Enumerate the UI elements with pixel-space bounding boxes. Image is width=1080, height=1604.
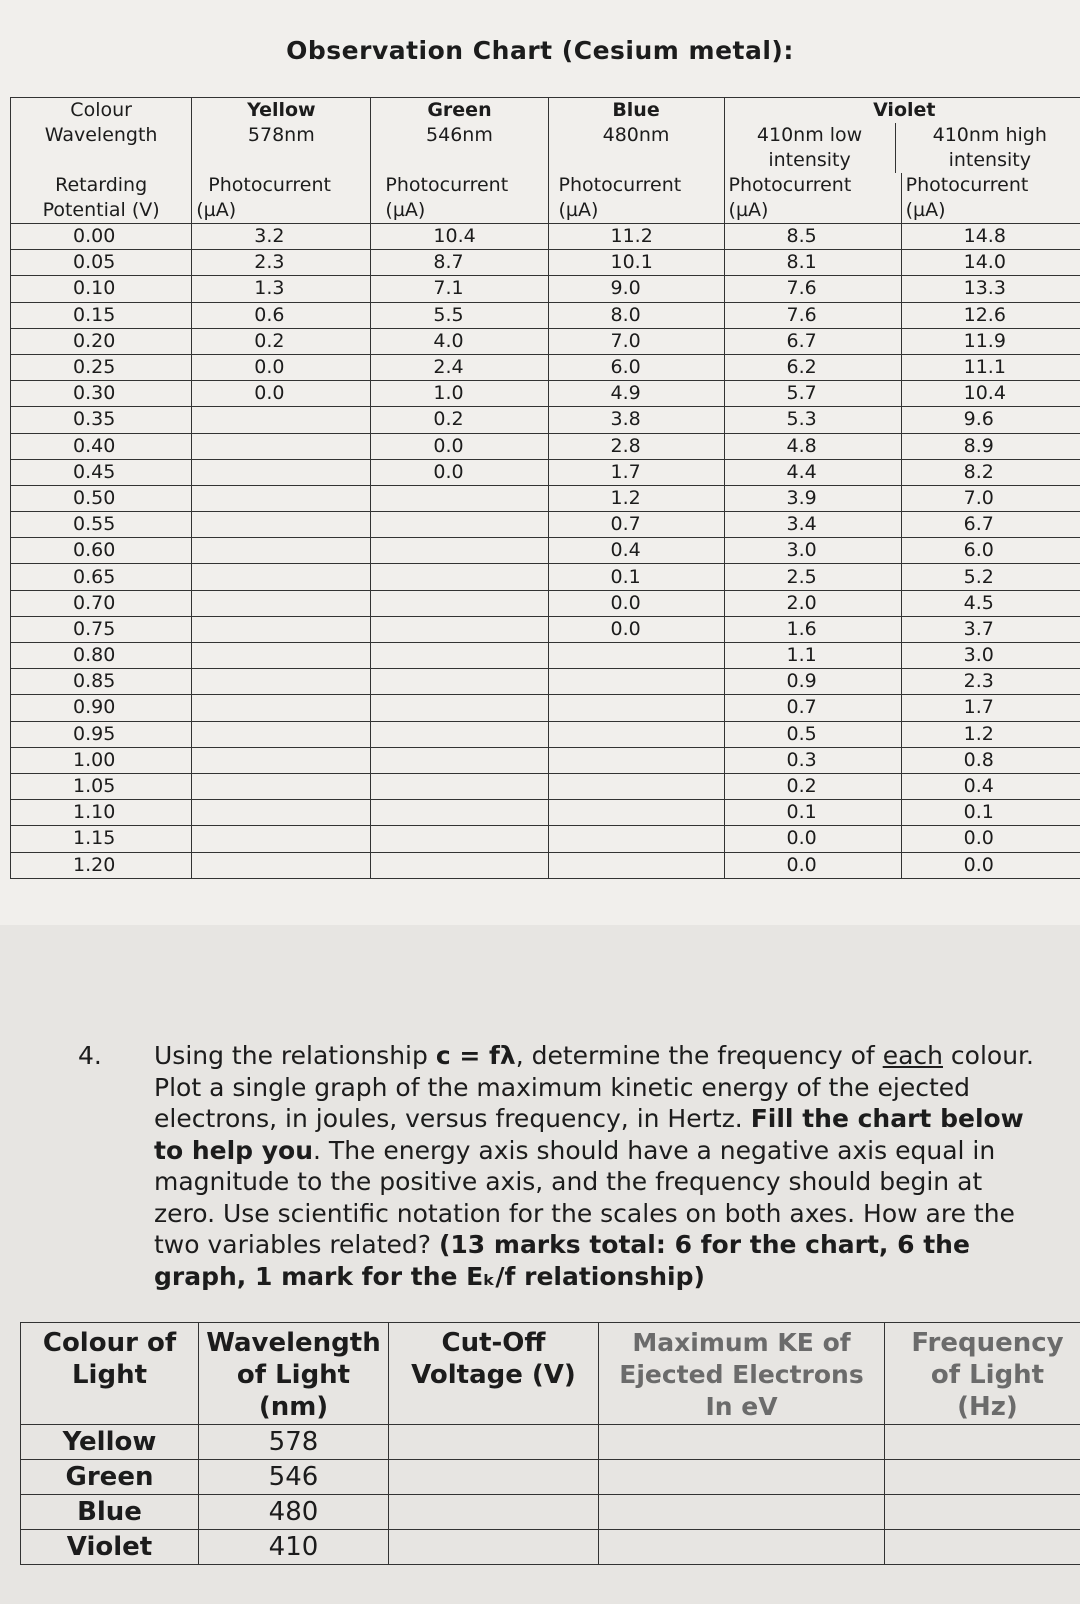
photocurrent-green-cell: [371, 512, 548, 538]
observation-row: [11, 538, 1080, 564]
kinetic-energy-table: [20, 1322, 1080, 1565]
observation-row: [11, 381, 1080, 407]
photocurrent-green-cell: 0.0: [371, 433, 548, 459]
retarding-potential-cell: 0.70: [11, 590, 192, 616]
photocurrent-green-cell: [371, 538, 548, 564]
photocurrent-blue-cell: 0.4: [548, 538, 724, 564]
photocurrent-yellow-cell: [192, 643, 371, 669]
retarding-potential-cell: 1.00: [11, 747, 192, 773]
ke-row-violet: [21, 1530, 1080, 1565]
photocurrent-violet-high-cell: 0.1: [901, 800, 1080, 826]
cutoff-voltage-cell[interactable]: [389, 1495, 599, 1530]
wavelength-cell: 546: [199, 1460, 389, 1495]
photocurrent-green-cell: 5.5: [371, 302, 548, 328]
photocurrent-yellow-cell: [192, 433, 371, 459]
photocurrent-violet-high-cell: 8.2: [901, 459, 1080, 485]
photocurrent-yellow-cell: [192, 695, 371, 721]
photocurrent-blue-cell: 7.0: [548, 328, 724, 354]
photocurrent-violet-high-cell: 1.2: [901, 721, 1080, 747]
ke-row-green: [21, 1460, 1080, 1495]
photocurrent-violet-low-cell: 0.7: [724, 695, 901, 721]
photocurrent-blue-cell: [548, 669, 724, 695]
ke-header-row: [21, 1323, 1080, 1425]
photocurrent-violet-low-cell: 0.0: [724, 826, 901, 852]
photocurrent-violet-low-cell: 7.6: [724, 276, 901, 302]
observation-row: [11, 407, 1080, 433]
photocurrent-violet-high-cell: 0.4: [901, 773, 1080, 799]
photocurrent-violet-low-cell: 0.5: [724, 721, 901, 747]
photocurrent-violet-high-cell: 7.0: [901, 485, 1080, 511]
frequency-cell[interactable]: [885, 1495, 1080, 1530]
photocurrent-yellow-cell: 0.0: [192, 381, 371, 407]
retarding-potential-cell: 1.15: [11, 826, 192, 852]
photocurrent-yellow-cell: 0.6: [192, 302, 371, 328]
observation-row: [11, 459, 1080, 485]
header-cut-off-voltage: Cut-Off Voltage (V): [389, 1323, 599, 1425]
header-frequency-of-light: Frequency of Light (Hz): [885, 1323, 1080, 1425]
photocurrent-blue-cell: [548, 721, 724, 747]
retarding-potential-cell: 0.45: [11, 459, 192, 485]
retarding-potential-cell: 0.75: [11, 616, 192, 642]
wavelength-cell: 578: [199, 1425, 389, 1460]
photocurrent-yellow-cell: [192, 800, 371, 826]
photocurrent-blue-cell: 9.0: [548, 276, 724, 302]
wavelength-cell: 410: [199, 1530, 389, 1565]
photocurrent-yellow-cell: [192, 459, 371, 485]
photocurrent-violet-low-cell: 2.5: [724, 564, 901, 590]
photocurrent-yellow-cell: 0.2: [192, 328, 371, 354]
photocurrent-blue-cell: 2.8: [548, 433, 724, 459]
photocurrent-blue-cell: [548, 773, 724, 799]
observation-row: [11, 747, 1080, 773]
header-photocurrent-yellow: Photocurrent (µA): [192, 173, 371, 224]
photocurrent-yellow-cell: [192, 852, 371, 878]
observation-chart-table: [10, 97, 1080, 879]
photocurrent-green-cell: [371, 564, 548, 590]
photocurrent-violet-high-cell: 9.6: [901, 407, 1080, 433]
photocurrent-blue-cell: [548, 747, 724, 773]
photocurrent-violet-high-cell: 11.9: [901, 328, 1080, 354]
photocurrent-blue-cell: 0.1: [548, 564, 724, 590]
observation-row: [11, 250, 1080, 276]
photocurrent-violet-high-cell: 3.7: [901, 616, 1080, 642]
retarding-potential-cell: 0.15: [11, 302, 192, 328]
observation-row: [11, 276, 1080, 302]
retarding-potential-cell: 0.20: [11, 328, 192, 354]
observation-row: [11, 643, 1080, 669]
cutoff-voltage-cell[interactable]: [389, 1530, 599, 1565]
retarding-potential-cell: 0.30: [11, 381, 192, 407]
photocurrent-blue-cell: 8.0: [548, 302, 724, 328]
frequency-cell[interactable]: [885, 1530, 1080, 1565]
photocurrent-violet-high-cell: 3.0: [901, 643, 1080, 669]
header-row-colour: [11, 98, 1080, 174]
photocurrent-violet-low-cell: 6.2: [724, 354, 901, 380]
cutoff-voltage-cell[interactable]: [389, 1425, 599, 1460]
observation-row: [11, 800, 1080, 826]
observation-row: [11, 616, 1080, 642]
photocurrent-violet-high-cell: 5.2: [901, 564, 1080, 590]
photocurrent-blue-cell: [548, 695, 724, 721]
photocurrent-yellow-cell: [192, 564, 371, 590]
photocurrent-violet-low-cell: 1.6: [724, 616, 901, 642]
photocurrent-green-cell: [371, 695, 548, 721]
retarding-potential-cell: 0.05: [11, 250, 192, 276]
photocurrent-yellow-cell: [192, 773, 371, 799]
photocurrent-green-cell: [371, 773, 548, 799]
photocurrent-violet-low-cell: 3.9: [724, 485, 901, 511]
photocurrent-yellow-cell: [192, 669, 371, 695]
photocurrent-violet-high-cell: 0.0: [901, 826, 1080, 852]
photocurrent-green-cell: 0.2: [371, 407, 548, 433]
photocurrent-yellow-cell: 0.0: [192, 354, 371, 380]
photocurrent-green-cell: 8.7: [371, 250, 548, 276]
header-photocurrent-green: Photocurrent (µA): [371, 173, 548, 224]
photocurrent-violet-high-cell: 4.5: [901, 590, 1080, 616]
header-colour: Colour Wavelength: [11, 98, 192, 174]
observation-row: [11, 773, 1080, 799]
photocurrent-violet-low-cell: 1.1: [724, 643, 901, 669]
photocurrent-blue-cell: 0.0: [548, 616, 724, 642]
max-ke-cell[interactable]: [599, 1460, 885, 1495]
retarding-potential-cell: 0.40: [11, 433, 192, 459]
retarding-potential-cell: 0.25: [11, 354, 192, 380]
retarding-potential-cell: 0.65: [11, 564, 192, 590]
observation-row: [11, 852, 1080, 878]
photocurrent-violet-high-cell: 6.0: [901, 538, 1080, 564]
photocurrent-green-cell: [371, 616, 548, 642]
photocurrent-violet-high-cell: 11.1: [901, 354, 1080, 380]
header-row-potential: [11, 173, 1080, 224]
retarding-potential-cell: 0.00: [11, 224, 192, 250]
photocurrent-violet-low-cell: 6.7: [724, 328, 901, 354]
photocurrent-violet-high-cell: 0.8: [901, 747, 1080, 773]
colour-cell: Yellow: [21, 1425, 199, 1460]
photocurrent-blue-cell: [548, 643, 724, 669]
photocurrent-blue-cell: 0.7: [548, 512, 724, 538]
photocurrent-violet-high-cell: 14.0: [901, 250, 1080, 276]
header-blue: Blue 480nm: [548, 98, 724, 174]
max-ke-cell[interactable]: [599, 1495, 885, 1530]
photocurrent-violet-low-cell: 4.4: [724, 459, 901, 485]
photocurrent-violet-low-cell: 0.1: [724, 800, 901, 826]
photocurrent-violet-low-cell: 2.0: [724, 590, 901, 616]
photocurrent-yellow-cell: [192, 407, 371, 433]
colour-cell: Violet: [21, 1530, 199, 1565]
photocurrent-yellow-cell: 2.3: [192, 250, 371, 276]
header-yellow: Yellow 578nm: [192, 98, 371, 174]
photocurrent-yellow-cell: [192, 826, 371, 852]
photocurrent-violet-low-cell: 0.3: [724, 747, 901, 773]
header-photocurrent-violet-low: Photocurrent (µA): [724, 173, 901, 224]
retarding-potential-cell: 1.10: [11, 800, 192, 826]
photocurrent-yellow-cell: [192, 747, 371, 773]
frequency-cell[interactable]: [885, 1460, 1080, 1495]
photocurrent-blue-cell: [548, 800, 724, 826]
photocurrent-violet-high-cell: 1.7: [901, 695, 1080, 721]
observation-row: [11, 669, 1080, 695]
retarding-potential-cell: 0.80: [11, 643, 192, 669]
observation-row: [11, 354, 1080, 380]
cutoff-voltage-cell[interactable]: [389, 1460, 599, 1495]
photocurrent-green-cell: 10.4: [371, 224, 548, 250]
photocurrent-violet-low-cell: 7.6: [724, 302, 901, 328]
retarding-potential-cell: 0.35: [11, 407, 192, 433]
photocurrent-violet-high-cell: 8.9: [901, 433, 1080, 459]
photocurrent-violet-high-cell: 14.8: [901, 224, 1080, 250]
photocurrent-blue-cell: [548, 852, 724, 878]
retarding-potential-cell: 1.05: [11, 773, 192, 799]
page-title: Observation Chart (Cesium metal):: [286, 36, 794, 65]
photocurrent-violet-high-cell: 12.6: [901, 302, 1080, 328]
photocurrent-green-cell: 2.4: [371, 354, 548, 380]
photocurrent-green-cell: [371, 852, 548, 878]
retarding-potential-cell: 0.50: [11, 485, 192, 511]
observation-row: [11, 302, 1080, 328]
photocurrent-violet-high-cell: 2.3: [901, 669, 1080, 695]
ke-row-blue: [21, 1495, 1080, 1530]
photocurrent-green-cell: 7.1: [371, 276, 548, 302]
photocurrent-green-cell: [371, 826, 548, 852]
photocurrent-yellow-cell: [192, 721, 371, 747]
max-ke-cell[interactable]: [599, 1530, 885, 1565]
photocurrent-green-cell: 4.0: [371, 328, 548, 354]
photocurrent-violet-low-cell: 0.2: [724, 773, 901, 799]
observation-chart-body: [11, 224, 1080, 879]
photocurrent-blue-cell: 3.8: [548, 407, 724, 433]
photocurrent-green-cell: [371, 643, 548, 669]
photocurrent-green-cell: [371, 747, 548, 773]
colour-cell: Blue: [21, 1495, 199, 1530]
photocurrent-yellow-cell: 3.2: [192, 224, 371, 250]
photocurrent-violet-high-cell: 10.4: [901, 381, 1080, 407]
header-photocurrent-blue: Photocurrent (µA): [548, 173, 724, 224]
photocurrent-blue-cell: 4.9: [548, 381, 724, 407]
header-colour-of-light: Colour of Light: [21, 1323, 199, 1425]
photocurrent-green-cell: [371, 590, 548, 616]
question-text: Using the relationship c = fλ, determine the frequency of each colour. Plot a single graph of the maximum kinetic energy of the ejected electrons, in joules, versus frequency, in Hertz. Fill the chart below to help you. The energy axis should have a negative axis equal in magnitude to the positive axis, and the frequency should begin at zero. Use scientific notation for the scales on both axes. How are the two variables related? (13 marks total: 6 for the chart, 6 the graph, 1 mark for the Eₖ/f relationship): [154, 1041, 1034, 1291]
header-wavelength-of-light: Wavelength of Light (nm): [199, 1323, 389, 1425]
observation-row: [11, 485, 1080, 511]
photocurrent-violet-low-cell: 5.3: [724, 407, 901, 433]
header-retarding-potential: Retarding Potential (V): [11, 173, 192, 224]
photocurrent-green-cell: 1.0: [371, 381, 548, 407]
observation-row: [11, 590, 1080, 616]
photocurrent-violet-low-cell: 8.1: [724, 250, 901, 276]
photocurrent-violet-low-cell: 4.8: [724, 433, 901, 459]
photocurrent-blue-cell: 1.2: [548, 485, 724, 511]
photocurrent-yellow-cell: [192, 512, 371, 538]
photocurrent-violet-low-cell: 3.4: [724, 512, 901, 538]
colour-cell: Green: [21, 1460, 199, 1495]
retarding-potential-cell: 0.90: [11, 695, 192, 721]
header-photocurrent-violet-high: Photocurrent (µA): [901, 173, 1080, 224]
retarding-potential-cell: 0.85: [11, 669, 192, 695]
ke-row-yellow: [21, 1425, 1080, 1460]
photocurrent-yellow-cell: 1.3: [192, 276, 371, 302]
photocurrent-violet-high-cell: 13.3: [901, 276, 1080, 302]
photocurrent-green-cell: [371, 485, 548, 511]
photocurrent-blue-cell: 10.1: [548, 250, 724, 276]
photocurrent-blue-cell: 11.2: [548, 224, 724, 250]
photocurrent-green-cell: [371, 721, 548, 747]
header-green: Green 546nm: [371, 98, 548, 174]
photocurrent-yellow-cell: [192, 616, 371, 642]
observation-row: [11, 826, 1080, 852]
observation-row: [11, 512, 1080, 538]
photocurrent-yellow-cell: [192, 538, 371, 564]
photocurrent-green-cell: [371, 669, 548, 695]
photocurrent-violet-low-cell: 8.5: [724, 224, 901, 250]
photocurrent-yellow-cell: [192, 590, 371, 616]
photocurrent-violet-low-cell: 0.9: [724, 669, 901, 695]
observation-row: [11, 695, 1080, 721]
max-ke-cell[interactable]: [599, 1425, 885, 1460]
header-max-ke: Maximum KE of Ejected Electrons In eV: [599, 1323, 885, 1425]
observation-row: [11, 224, 1080, 250]
photocurrent-violet-high-cell: 6.7: [901, 512, 1080, 538]
photocurrent-blue-cell: [548, 826, 724, 852]
photocurrent-blue-cell: 0.0: [548, 590, 724, 616]
photocurrent-blue-cell: 1.7: [548, 459, 724, 485]
photocurrent-violet-low-cell: 0.0: [724, 852, 901, 878]
ke-table-body: [21, 1425, 1080, 1565]
photocurrent-green-cell: 0.0: [371, 459, 548, 485]
question-number: 4.: [78, 1041, 102, 1070]
photocurrent-yellow-cell: [192, 485, 371, 511]
retarding-potential-cell: 0.10: [11, 276, 192, 302]
frequency-cell[interactable]: [885, 1425, 1080, 1460]
wavelength-cell: 480: [199, 1495, 389, 1530]
observation-row: [11, 721, 1080, 747]
observation-row: [11, 564, 1080, 590]
photocurrent-violet-low-cell: 5.7: [724, 381, 901, 407]
header-violet: Violet 410nm low intensity 410nm high intensity: [724, 98, 1080, 174]
retarding-potential-cell: 0.60: [11, 538, 192, 564]
photocurrent-blue-cell: 6.0: [548, 354, 724, 380]
retarding-potential-cell: 0.55: [11, 512, 192, 538]
retarding-potential-cell: 1.20: [11, 852, 192, 878]
observation-row: [11, 328, 1080, 354]
retarding-potential-cell: 0.95: [11, 721, 192, 747]
photocurrent-violet-high-cell: 0.0: [901, 852, 1080, 878]
photocurrent-violet-low-cell: 3.0: [724, 538, 901, 564]
observation-row: [11, 433, 1080, 459]
photocurrent-green-cell: [371, 800, 548, 826]
